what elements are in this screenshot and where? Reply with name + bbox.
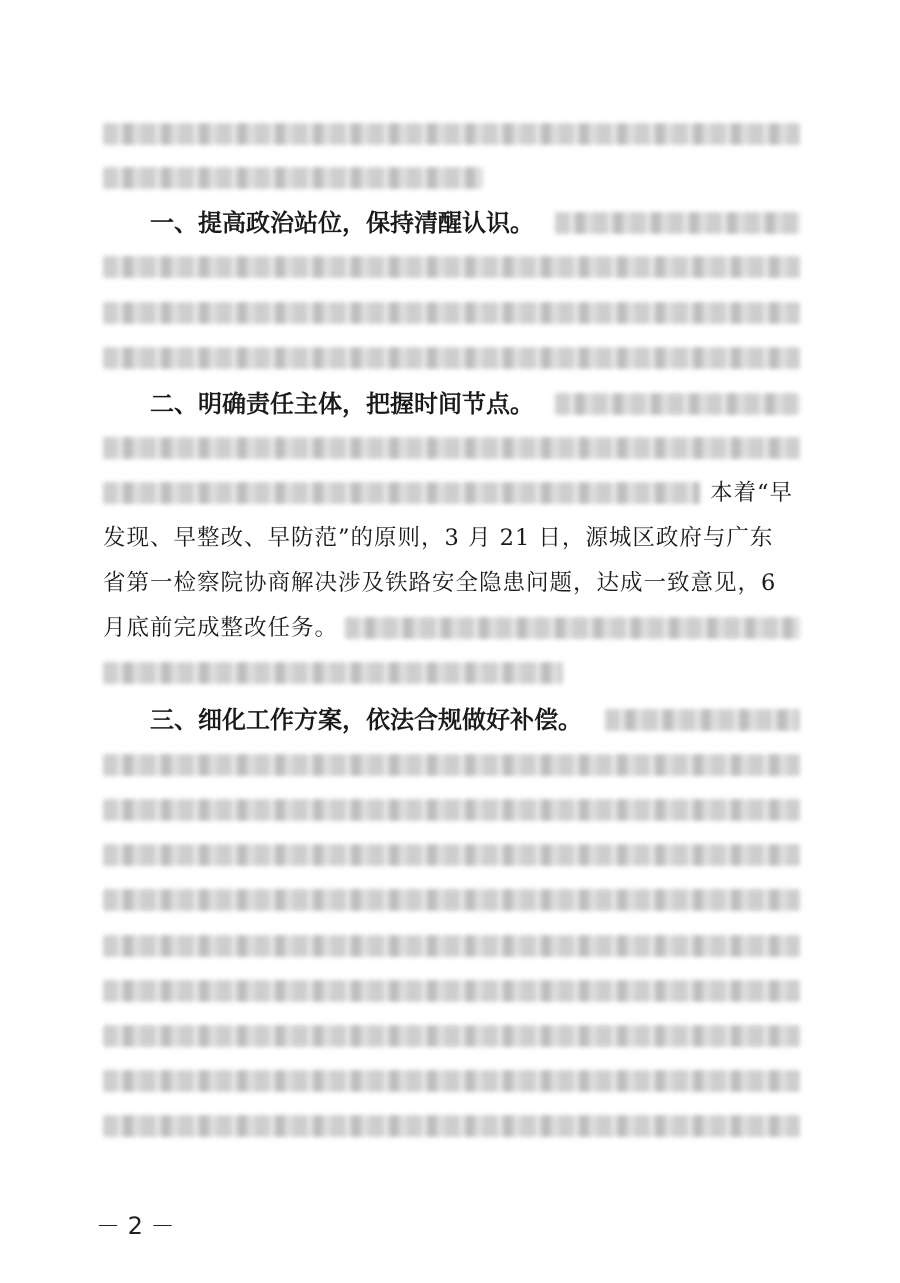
redacted-text: [605, 709, 800, 731]
redacted-text: [103, 662, 563, 684]
paragraph-text: 月底前完成整改任务。: [103, 615, 339, 641]
redacted-text: [103, 935, 800, 957]
redacted-text: [103, 844, 800, 866]
redacted-text: [103, 123, 800, 145]
section-heading-1: 一、提高政治站位，保持清醒认识。: [150, 209, 534, 237]
paragraph-text: 省第一检察院协商解决涉及铁路安全隐患问题，达成一致意见，6: [103, 570, 777, 596]
redacted-text: [103, 482, 700, 504]
redacted-text: [103, 980, 800, 1002]
redacted-text: [103, 167, 483, 189]
redacted-text: [103, 889, 800, 911]
redacted-text: [103, 1115, 800, 1137]
redacted-text: [555, 393, 800, 415]
redacted-text: [103, 1025, 800, 1047]
redacted-text: [103, 437, 800, 459]
redacted-text: [103, 302, 800, 324]
redacted-text: [103, 256, 800, 278]
paragraph-text: 发现、早整改、早防范”的原则，3 月 21 日，源城区政府与广东: [103, 525, 774, 551]
redacted-text: [555, 212, 800, 234]
section-heading-3: 三、细化工作方案，依法合规做好补偿。: [150, 706, 582, 734]
redacted-text: [345, 617, 800, 639]
redacted-text: [103, 754, 800, 776]
paragraph-text: 本着“早: [710, 480, 794, 506]
redacted-text: [103, 1070, 800, 1092]
page-number: － 2 －: [96, 1212, 175, 1240]
redacted-text: [103, 347, 800, 369]
redacted-text: [103, 799, 800, 821]
section-heading-2: 二、明确责任主体，把握时间节点。: [150, 390, 534, 418]
